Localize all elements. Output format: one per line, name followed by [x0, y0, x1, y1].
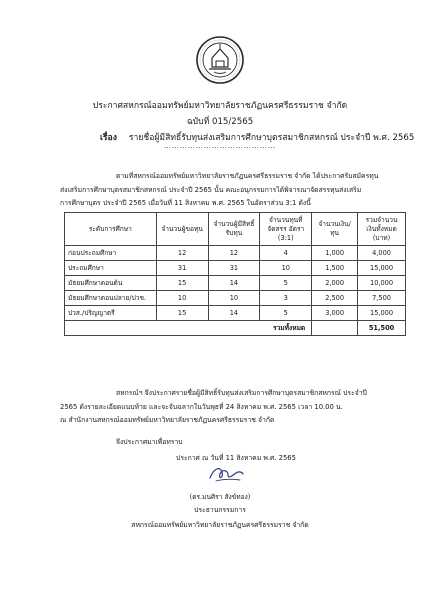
cell-amount: 2,000 [312, 276, 358, 291]
signer-organization: สหกรณ์ออมทรัพย์มหาวิทยาลัยราชภัฏนครศรีธรรมราช จำกัด [131, 521, 309, 529]
cell-amount: 3,000 [312, 306, 358, 321]
total-blank-cell [312, 321, 358, 336]
cell-total: 15,000 [358, 306, 406, 321]
intro-line: การศึกษาบุตร ประจำปี 2565 เมื่อวันที่ 11 สิงหาคม พ.ศ. 2565 ในอัตราส่วน 3:1 ดังนี้ [60, 199, 311, 207]
cell-applicants: 31 [156, 261, 208, 276]
header-total-line: (บาท) [372, 233, 391, 242]
cell-amount: 1,000 [312, 246, 358, 261]
table-row [65, 261, 406, 276]
header-total-line: เงินทั้งหมด [366, 224, 397, 233]
header-total [358, 213, 406, 246]
announcement-title: ประกาศสหกรณ์ออมทรัพย์มหาวิทยาลัยราชภัฏนครศรีธรรมราช จำกัด [92, 101, 348, 111]
notice-text: จึงประกาศมาเพื่อทราบ [116, 438, 183, 446]
body-line: ณ สำนักงานสหกรณ์ออมทรัพย์มหาวิทยาลัยราชภัฏนครศรีธรรมราช จำกัด [60, 416, 275, 424]
body-line: 2565 ดังรายละเอียดแนบท้าย และจะจับฉลากในวันพุธที่ 24 สิงหาคม พ.ศ. 2565 เวลา 10.00 น. [60, 402, 343, 411]
cell-applicants: 15 [156, 306, 208, 321]
intro-line: ตามที่สหกรณ์ออมทรัพย์มหาวิทยาลัยราชภัฏนครศรีธรรมราช จำกัด ได้ประกาศรับสมัครทุน [116, 172, 379, 180]
header-allocated [260, 213, 312, 246]
cell-level: มัธยมศึกษาตอนปลาย/ปวช. [65, 291, 157, 306]
cell-eligible: 14 [208, 306, 260, 321]
cell-eligible: 12 [208, 246, 260, 261]
cell-total: 15,000 [358, 261, 406, 276]
table-total-row [65, 321, 406, 336]
cell-total: 4,000 [358, 246, 406, 261]
header-allocated-line: (3:1) [277, 233, 294, 242]
cell-allocated: 10 [260, 261, 312, 276]
cell-allocated: 3 [260, 291, 312, 306]
cell-eligible: 14 [208, 276, 260, 291]
header-eligible: จำนวนผู้มีสิทธิ์รับทุน [208, 213, 260, 246]
cell-level: ประถมศึกษา [65, 261, 157, 276]
cell-eligible: 31 [208, 261, 260, 276]
body-paragraph [60, 387, 400, 428]
cell-level: ปวส./ปริญญาตรี [65, 306, 157, 321]
signer-position: ประธานกรรมการ [194, 506, 246, 514]
table-row [65, 291, 406, 306]
cell-applicants: 15 [156, 276, 208, 291]
header-level: ระดับการศึกษา [65, 213, 157, 246]
intro-line: ส่งเสริมการศึกษาบุตรสมาชิกสหกรณ์ ประจำปี 2565 นั้น คณะอนุกรรมการได้พิจารณาจัดสรรทุนส่งเสริม [60, 185, 362, 194]
cell-amount: 2,500 [312, 291, 358, 306]
cell-allocated: 5 [260, 276, 312, 291]
total-label: รวมทั้งหมด [65, 321, 312, 336]
table-row [65, 276, 406, 291]
scholarship-table [64, 212, 406, 336]
signature-icon [206, 464, 246, 484]
total-value: 51,500 [358, 321, 406, 336]
header-amount-per: จำนวนเงิน/ทุน [312, 213, 358, 246]
cell-amount: 1,500 [312, 261, 358, 276]
header-allocated-line: จัดสรร อัตรา [267, 224, 305, 233]
table-row [65, 306, 406, 321]
subject-text: รายชื่อผู้มีสิทธิ์รับทุนส่งเสริมการศึกษาบุตรสมาชิกสหกรณ์ ประจำปี พ.ศ. 2565 [128, 133, 415, 143]
intro-paragraph [60, 170, 400, 211]
header-allocated-line: จำนวนทุนที่ [269, 215, 303, 224]
subject-label: เรื่อง [100, 133, 117, 143]
cell-applicants: 10 [156, 291, 208, 306]
announcement-date: ประกาศ ณ วันที่ 11 สิงหาคม พ.ศ. 2565 [176, 454, 296, 462]
cell-applicants: 12 [156, 246, 208, 261]
header-applicants: จำนวนผู้ขอทุน [156, 213, 208, 246]
table-row [65, 246, 406, 261]
cell-level: มัธยมศึกษาตอนต้น [65, 276, 157, 291]
cell-eligible: 10 [208, 291, 260, 306]
cell-total: 7,500 [358, 291, 406, 306]
header-total-line: รวมจำนวน [365, 215, 398, 224]
announcement-number: ฉบับที่ 015/2565 [186, 117, 254, 127]
cell-total: 10,000 [358, 276, 406, 291]
body-line: สหกรณ์ฯ จึงประกาศรายชื่อผู้มีสิทธิ์รับทุนส่งเสริมการศึกษาบุตรสมาชิกสหกรณ์ ประจำปี [116, 389, 367, 397]
table-header-row [65, 213, 406, 246]
cell-level: ก่อนประถมศึกษา [65, 246, 157, 261]
cell-allocated: 5 [260, 306, 312, 321]
signer-name: (ดร.มนศิรา สังข์ทอง) [189, 493, 251, 501]
cooperative-seal-icon [196, 36, 244, 84]
cell-allocated: 4 [260, 246, 312, 261]
divider-dots: …………………………………… [164, 142, 276, 150]
